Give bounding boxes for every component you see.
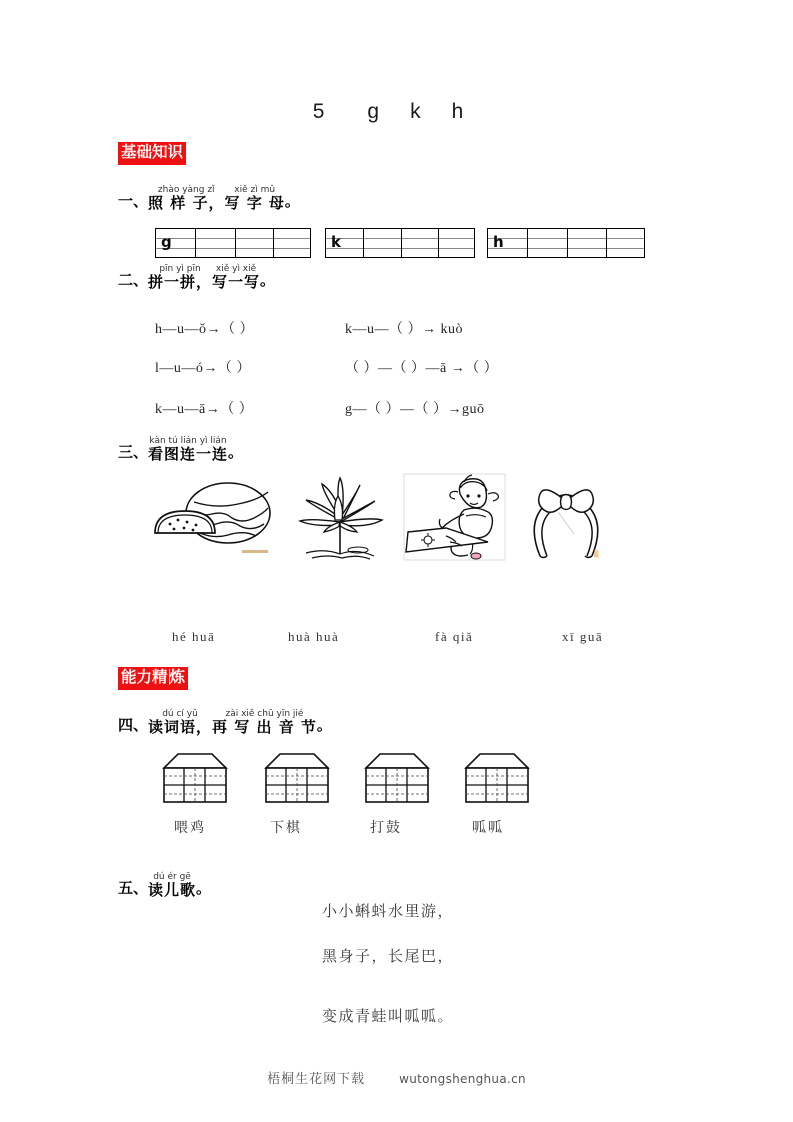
- picture-girl-drawing[interactable]: [402, 472, 507, 567]
- rule-line: [607, 228, 644, 229]
- rule-line: [488, 228, 527, 229]
- rule-line: [274, 257, 310, 258]
- rule-line: [364, 238, 401, 239]
- letter-grid-k[interactable]: [325, 228, 475, 258]
- rule-line: [439, 248, 474, 249]
- badge-skills-part2: 炼: [169, 668, 186, 686]
- q4-period: 。: [316, 716, 332, 734]
- rule-line: [607, 238, 644, 239]
- question-3-number: 三、: [118, 443, 149, 461]
- rule-line: [196, 257, 235, 258]
- rule-line: [274, 238, 310, 239]
- rule-line: [568, 228, 606, 229]
- rule-line: [274, 228, 310, 229]
- grid-cell[interactable]: [273, 228, 311, 258]
- q1-phrase-2: xiě zì mǔ 写 字 母: [224, 185, 285, 212]
- picture-label-hua-hua: huà huà: [288, 629, 340, 644]
- pinyin-house-box-2[interactable]: [260, 752, 334, 811]
- question-2-number: 二、: [118, 271, 149, 289]
- letter-grid-h[interactable]: [487, 228, 645, 258]
- rule-line: [607, 257, 644, 258]
- letter-grid-g[interactable]: [155, 228, 311, 258]
- rule-line: [326, 228, 363, 229]
- grid-cell[interactable]: [363, 228, 401, 258]
- grid-cell[interactable]: [606, 228, 645, 258]
- question-5-heading: [118, 873, 211, 898]
- spelling-row-1-left[interactable]: h—u—ǒ→（ ）: [155, 322, 254, 337]
- rule-line: [326, 257, 363, 258]
- grid-cell[interactable]: [527, 228, 567, 258]
- rule-line: [156, 257, 195, 258]
- rule-line: [236, 228, 273, 229]
- rule-line: [402, 257, 438, 258]
- rule-line: [364, 248, 401, 249]
- poem-line-3: 变成青蛙叫呱呱。: [322, 1009, 455, 1025]
- q1-period: 。: [284, 192, 300, 210]
- grid-cell[interactable]: [487, 228, 527, 258]
- spelling-row-2-right[interactable]: （ ）—（ ）—ā →（ ）: [345, 361, 499, 376]
- grid-cell[interactable]: [195, 228, 235, 258]
- rule-line: [568, 248, 606, 249]
- pinyin-house-box-4[interactable]: [460, 752, 534, 811]
- spelling-row-3-right[interactable]: g—（ ）—（ ）→guō: [345, 402, 485, 417]
- pinyin-house-box-1[interactable]: [158, 752, 232, 811]
- rule-line: [528, 238, 567, 239]
- q2-period: 。: [260, 271, 276, 289]
- rule-line: [528, 248, 567, 249]
- question-1-number: 一、: [118, 192, 149, 210]
- word-label-3: 打鼓: [370, 821, 402, 836]
- title-letter-k: k: [410, 100, 424, 123]
- rule-line: [439, 238, 474, 239]
- grid-letter-g: g: [161, 233, 172, 251]
- spelling-row-2-left[interactable]: l—u—ó→（ ）: [155, 361, 251, 376]
- rule-line: [528, 228, 567, 229]
- question-4-number: 四、: [118, 716, 149, 734]
- word-label-2: 下棋: [270, 821, 302, 836]
- rule-line: [196, 248, 235, 249]
- q1-phrase-1: zhào yàng zǐ 照 样 子，: [148, 185, 225, 212]
- grid-letter-h: h: [493, 233, 504, 251]
- rule-line: [274, 248, 310, 249]
- word-label-4: 呱呱: [472, 821, 504, 836]
- rule-line: [196, 228, 235, 229]
- poem-line-1: 小小蝌蚪水里游，: [322, 904, 455, 920]
- grid-cell[interactable]: [235, 228, 273, 258]
- grid-cell[interactable]: [567, 228, 606, 258]
- question-3-heading: [118, 437, 243, 462]
- footer-watermark: [0, 1068, 793, 1087]
- q3-period: 。: [228, 443, 244, 461]
- rule-line: [402, 228, 438, 229]
- badge-skills-part1: 能力精: [121, 668, 168, 686]
- q5-period: 。: [196, 879, 212, 897]
- section-badge-basics: 基础知识: [118, 142, 186, 165]
- spelling-row-1-right[interactable]: k—u—（ ）→ kuò: [345, 322, 463, 337]
- poem-line-2: 黑身子，长尾巴，: [322, 949, 455, 965]
- rule-line: [236, 238, 273, 239]
- grid-cell[interactable]: [438, 228, 475, 258]
- spelling-row-3-left[interactable]: k—u—ā→（ ）: [155, 402, 254, 417]
- q2-phrase-2: xiě yì xiě 写一写: [212, 264, 261, 291]
- grid-cell[interactable]: [401, 228, 438, 258]
- grid-cell[interactable]: [325, 228, 363, 258]
- question-5-number: 五、: [118, 879, 149, 897]
- rule-line: [156, 228, 195, 229]
- rule-line: [196, 238, 235, 239]
- q5-phrase: dú ér gē 读儿歌: [148, 872, 197, 899]
- picture-hair-clip[interactable]: [518, 472, 614, 567]
- rule-line: [236, 257, 273, 258]
- rule-line: [402, 248, 438, 249]
- grid-cell[interactable]: [155, 228, 195, 258]
- title-letter-g: g: [367, 100, 383, 123]
- lesson-number: 5: [312, 100, 328, 123]
- q4-phrase-2: zài xiě chū yīn jié 再 写 出 音 节: [212, 709, 317, 736]
- picture-lotus-flower[interactable]: [288, 470, 393, 567]
- picture-label-fa-qia: fà qiǎ: [435, 629, 474, 644]
- page-title: [0, 100, 793, 124]
- rule-line: [439, 257, 474, 258]
- q2-phrase-1: pīn yì pīn 拼一拼，: [148, 264, 213, 291]
- svg-text:▒: ▒: [594, 551, 599, 558]
- rule-line: [607, 248, 644, 249]
- rule-line: [364, 228, 401, 229]
- pinyin-house-box-3[interactable]: [360, 752, 434, 811]
- section-badge-skills: [118, 667, 188, 690]
- picture-label-xi-gua: xī guā: [562, 629, 604, 644]
- rule-line: [568, 238, 606, 239]
- question-1-heading: [118, 186, 300, 211]
- grid-letter-k: k: [331, 233, 341, 251]
- question-2-heading: [118, 265, 275, 290]
- rule-line: [402, 238, 438, 239]
- rule-line: [488, 257, 527, 258]
- picture-watermelon[interactable]: [150, 478, 280, 568]
- footer-site-url: wutongshenghua.cn: [399, 1072, 526, 1086]
- rule-line: [364, 257, 401, 258]
- title-letter-h: h: [451, 100, 467, 123]
- footer-source-text: 梧桐生花网下载: [267, 1071, 366, 1086]
- q4-phrase-1: dú cí yǔ 读词语，: [148, 709, 213, 736]
- rule-line: [528, 257, 567, 258]
- word-label-1: 喂鸡: [174, 821, 206, 836]
- picture-label-he-hua: hé huā: [172, 629, 216, 644]
- rule-line: [568, 257, 606, 258]
- rule-line: [236, 248, 273, 249]
- q3-phrase: kàn tú lián yì lián 看图连一连: [148, 436, 229, 463]
- rule-line: [439, 228, 474, 229]
- question-4-heading: [118, 710, 332, 735]
